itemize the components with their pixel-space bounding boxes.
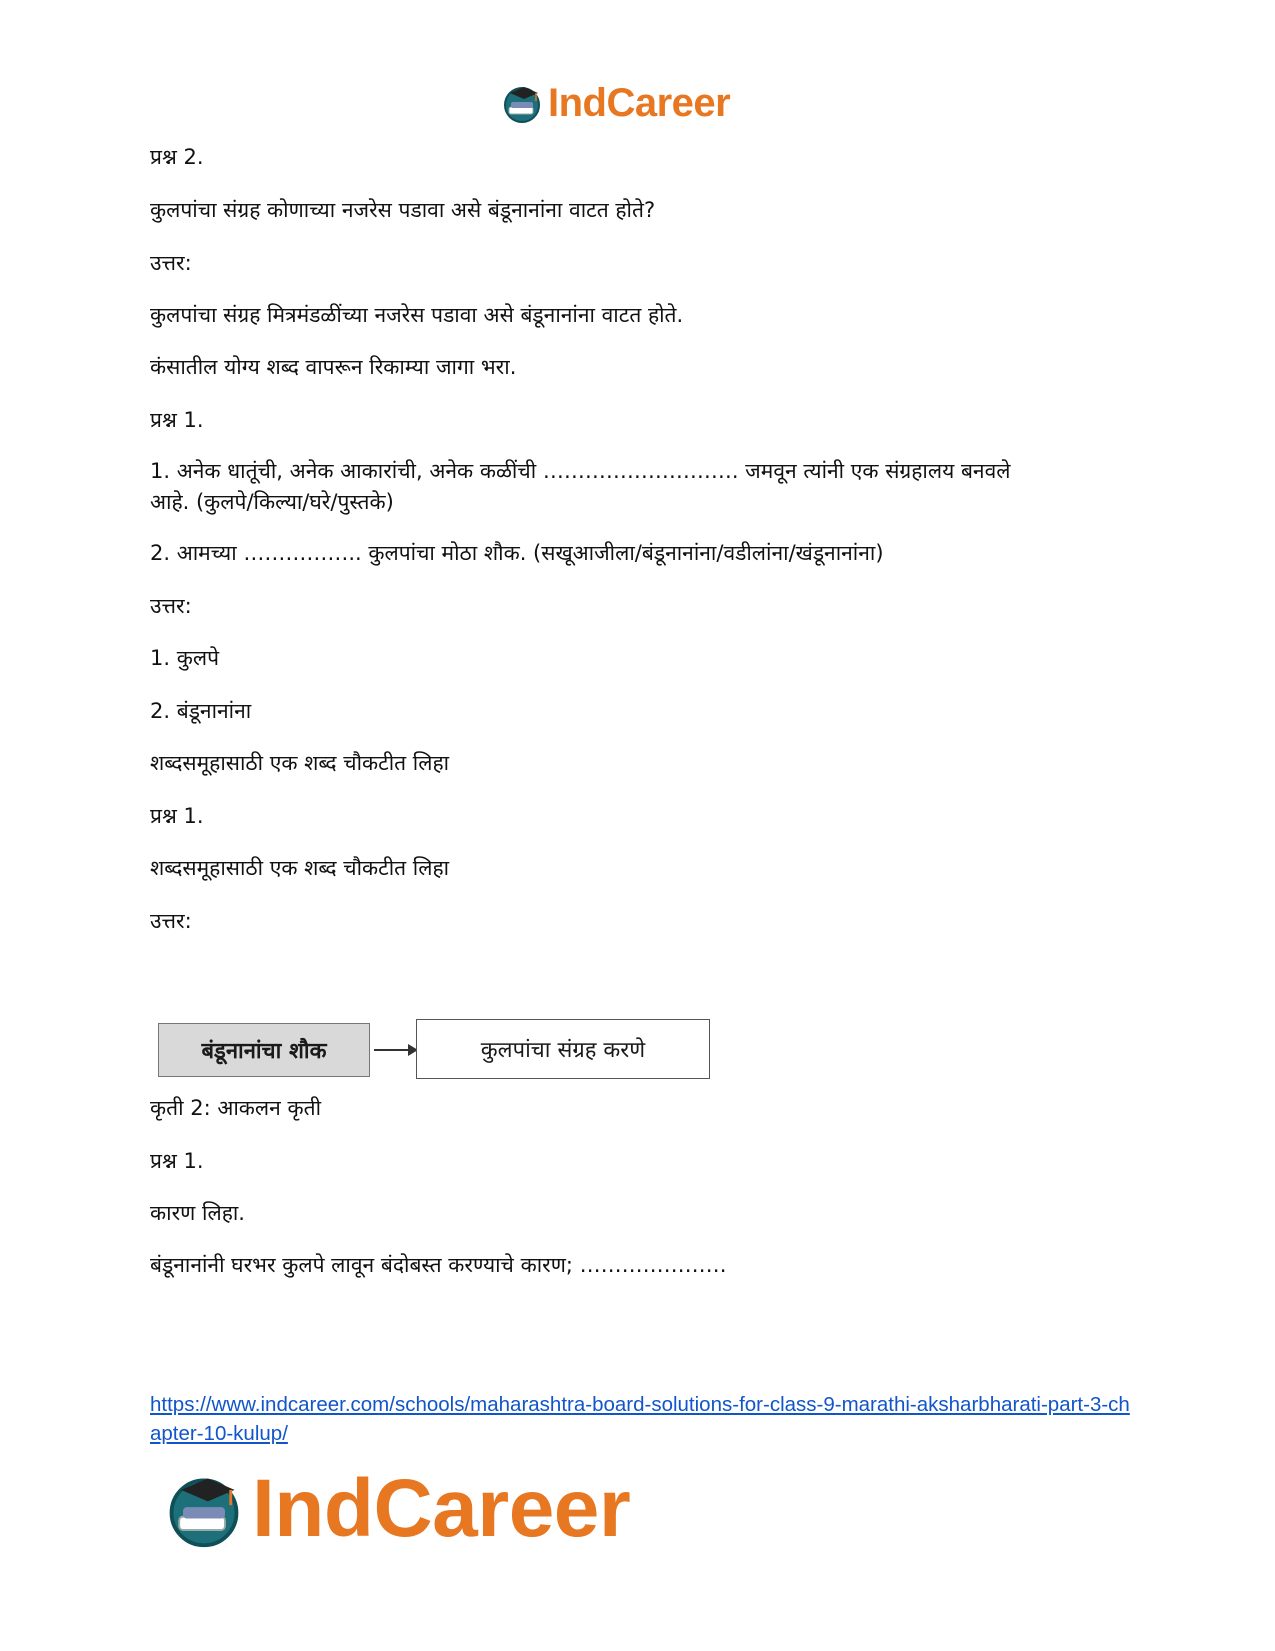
section-heading: कृती 2: आकलन कृती bbox=[150, 1096, 322, 1120]
section-heading: शब्दसमूहासाठी एक शब्द चौकटीत लिहा bbox=[150, 751, 450, 775]
answer-diagram bbox=[158, 1017, 718, 1083]
section-heading: कंसातील योग्य शब्द वापरून रिकाम्या जागा भरा. bbox=[150, 355, 517, 379]
question-text: बंडूनानांनी घरभर कुलपे लावून बंदोबस्त करण्याचे कारण; ………………… bbox=[150, 1253, 727, 1277]
indcareer-logo-top bbox=[500, 80, 730, 126]
question-text: कारण लिहा. bbox=[150, 1201, 245, 1225]
answer-item: 1. कुलपे bbox=[150, 646, 220, 670]
graduation-globe-icon bbox=[500, 81, 544, 125]
logo-wordmark: IndCareer bbox=[252, 1463, 631, 1554]
question-label: प्रश्न 1. bbox=[150, 804, 204, 828]
fill-in-item: 1. अनेक धातूंची, अनेक आकारांची, अनेक कळींची ………………………. जमवून त्यांनी एक संग्रहालय बनवले आहे. (कुलपे/किल्या/घरे/पुस्तके) bbox=[150, 459, 1011, 514]
answer-label: उत्तर: bbox=[150, 594, 192, 618]
answer-label: उत्तर: bbox=[150, 909, 192, 933]
right-arrow-icon bbox=[372, 1037, 418, 1063]
question-label: प्रश्न 2. bbox=[150, 145, 204, 169]
diagram-left-box: बंडूनानांचा शौक bbox=[158, 1023, 370, 1077]
diagram-right-box: कुलपांचा संग्रह करणे bbox=[416, 1019, 710, 1079]
fill-in-item: 2. आमच्या …………….. कुलपांचा मोठा शौक. (सखूआजीला/बंडूनानांना/वडीलांना/खंडूनानांना) bbox=[150, 541, 884, 565]
question-label: प्रश्न 1. bbox=[150, 408, 204, 432]
question-text: कुलपांचा संग्रह कोणाच्या नजरेस पडावा असे बंडूनानांना वाटत होते? bbox=[150, 198, 656, 222]
answer-text: कुलपांचा संग्रह मित्रमंडळींच्या नजरेस पडावा असे बंडूनानांना वाटत होते. bbox=[150, 303, 684, 327]
graduation-globe-icon bbox=[162, 1467, 246, 1551]
answer-item: 2. बंडूनानांना bbox=[150, 699, 252, 723]
question-text: शब्दसमूहासाठी एक शब्द चौकटीत लिहा bbox=[150, 856, 450, 880]
logo-wordmark: IndCareer bbox=[548, 81, 731, 125]
answer-label: उत्तर: bbox=[150, 251, 192, 275]
source-url-link[interactable]: https://www.indcareer.com/schools/maharashtra-board-solutions-for-class-9-marathi-aksharbharati-part-3-chapter-10-kulup/ bbox=[150, 1393, 1130, 1445]
question-label: प्रश्न 1. bbox=[150, 1149, 204, 1173]
indcareer-logo-bottom bbox=[162, 1463, 631, 1554]
